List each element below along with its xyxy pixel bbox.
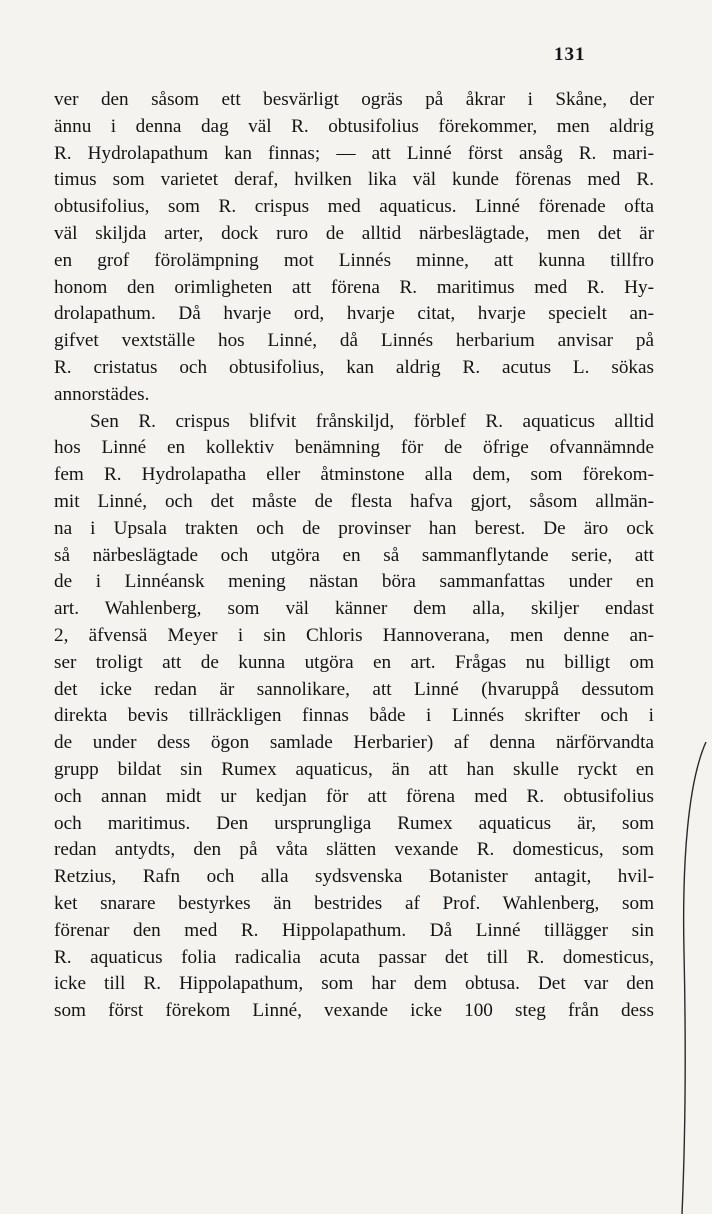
scan-edge-mark [676,742,712,1214]
text-line: 2, äfvensä Meyer i sin Chloris Hannoverana, men denne an- [54,624,654,646]
text-line: Retzius, Rafn och alla sydsvenska Botanister antagit, hvil- [54,866,654,888]
text-line: annorstädes. [54,383,150,405]
body-text [54,87,654,1025]
text-line: det icke redan är sannolikare, att Linné (hvaruppå dessutom [54,678,654,700]
page-number: 131 [554,44,586,65]
text-line: fem R. Hydrolapatha eller åtminstone alla dem, som förekom- [54,464,654,486]
text-line: grupp bildat sin Rumex aquaticus, än att han skulle ryckt en [54,758,654,780]
text-line: väl skiljda arter, dock ruro de alltid närbeslägtade, men det är [54,222,654,244]
text-line: förenar den med R. Hippolapathum. Då Linné tillägger sin [54,919,654,941]
text-line: ket snarare bestyrkes än bestrides af Prof. Wahlenberg, som [54,892,654,914]
text-line: obtusifolius, som R. crispus med aquaticus. Linné förenade ofta [54,196,654,218]
text-line: de i Linnéansk mening nästan böra sammanfattas under en [54,571,654,593]
text-line: R. aquaticus folia radicalia acuta passar det till R. domesticus, [54,946,654,968]
text-line: en grof förolämpning mot Linnés minne, att kunna tillfro [54,249,654,271]
text-line: ser troligt att de kunna utgöra en art. Frågas nu billigt om [54,651,654,673]
text-line: som först förekom Linné, vexande icke 100 steg från dess [54,1000,654,1022]
paragraph-1 [54,87,654,409]
text-line: gifvet vextställe hos Linné, då Linnés herbarium anvisar på [54,330,654,352]
text-line: icke till R. Hippolapathum, som har dem obtusa. Det var den [54,973,654,995]
text-line: R. Hydrolapathum kan finnas; — att Linné först ansåg R. mari- [54,142,654,164]
text-line: art. Wahlenberg, som väl känner dem alla, skiljer endast [54,598,654,620]
text-line: mit Linné, och det måste de flesta hafva gjort, såsom allmän- [54,490,654,512]
text-line: honom den orimligheten att förena R. maritimus med R. Hy- [54,276,654,298]
text-line: de under dess ögon samlade Herbarier) af denna närförvandta [54,732,654,754]
text-line: ver den såsom ett besvärligt ogräs på åkrar i Skåne, der [54,89,654,110]
text-line: redan antydts, den på våta slätten vexande R. domesticus, som [54,839,654,861]
text-line: drolapathum. Då hvarje ord, hvarje citat, hvarje specielt an- [54,303,654,325]
text-line: Sen R. crispus blifvit frånskiljd, förblef R. aquaticus alltid [90,410,654,432]
text-line: na i Upsala trakten och de provinser han berest. De äro ock [54,517,654,539]
text-line: direkta bevis tillräckligen finnas både i Linnés skrifter och i [54,705,654,727]
paragraph-2 [54,409,654,1025]
text-line: timus som varietet deraf, hvilken lika väl kunde förenas med R. [54,169,654,191]
text-line: ännu i denna dag väl R. obtusifolius förekommer, men aldrig [54,115,654,137]
text-line: hos Linné en kollektiv benämning för de öfrige ofvannämnde [54,437,654,459]
text-line: och maritimus. Den ursprungliga Rumex aquaticus är, som [54,812,654,834]
text-line: och annan midt ur kedjan för att förena med R. obtusifolius [54,785,654,807]
text-line: så närbeslägtade och utgöra en så sammanflytande serie, att [54,544,654,566]
text-line: R. cristatus och obtusifolius, kan aldrig R. acutus L. sökas [54,356,654,378]
